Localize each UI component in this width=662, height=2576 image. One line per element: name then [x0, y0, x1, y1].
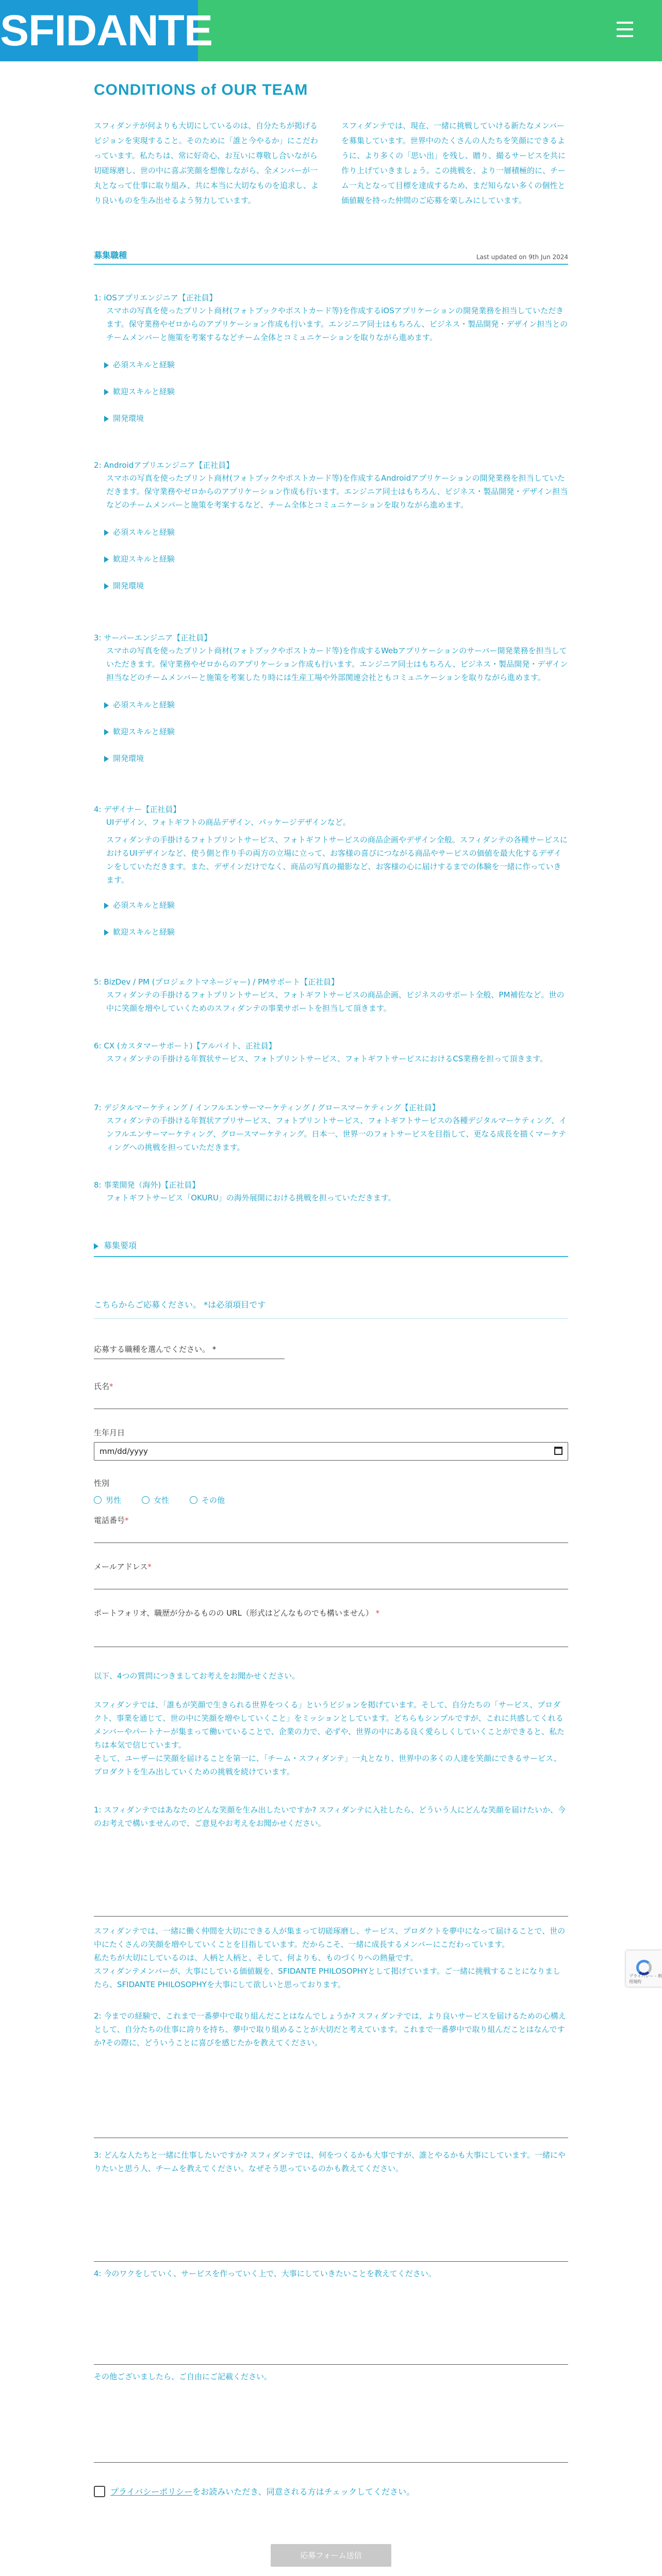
- job-item: [94, 1040, 568, 1101]
- job-item: [94, 459, 568, 632]
- toggle-required-skills[interactable]: 必須スキルと経験: [94, 351, 568, 378]
- job-item: [94, 1101, 568, 1179]
- portfolio-field-group: [94, 1607, 568, 1647]
- job-title: 2: Androidアプリエンジニア【正社員】: [94, 461, 234, 470]
- other-label: その他ございましたら、ご自由にご記載ください。: [94, 2372, 272, 2381]
- toggle-requirements[interactable]: 募集要項: [94, 1235, 568, 1257]
- question-3-label: 3: どんな人たちと一緒に仕事したいですか? スフィダンテでは、何をつくるかも大事ですが、誰とやるかも大事にしています。一緒にやりたいと思う人、チームを教えてください。なぜそう思っているのかも教えてください。: [94, 2150, 566, 2173]
- job-item: [94, 976, 568, 1040]
- toggle-dev-env[interactable]: 開発環境: [94, 405, 568, 432]
- job-title: 3: サーバーエンジニア【正社員】: [94, 633, 212, 642]
- toggle-welcome-skills[interactable]: 歓迎スキルと経験: [94, 718, 568, 745]
- questions-intro: 以下、4つの質問につきましてお考えをお聞かせください。: [94, 1671, 300, 1681]
- privacy-text: プライバシーポリシーをお読みいただき、同意される方はチェックしてください。: [110, 2487, 415, 2497]
- gender-field-group: [94, 1478, 568, 1505]
- name-field-group: [94, 1381, 568, 1409]
- birthdate-input[interactable]: mm/dd/yyyy: [94, 1442, 568, 1461]
- job-description: フォトギフトサービス「OKURU」の海外展開における挑戦を担っていただきます。: [106, 1193, 396, 1202]
- gender-option-female[interactable]: 女性: [142, 1495, 169, 1505]
- job-description: スマホの写真を使ったプリント商材(フォトブックやポストカード等)を作成するWebアプリケーションのサーバー開発業務を担当していただきます。保守業務やゼロからのアプリケーション作成も行います。エンジニア同士はもちろん、ビジネス・製品開発・デザイン担当などのチームメンバーと施策を考案したり時には生産工場や外部関連会社ともコミュニケーションを取りながら進めます。: [106, 646, 568, 682]
- radio-icon[interactable]: [94, 1496, 102, 1504]
- question-4-label: 4: 今のワクをしていく、サービスを作っていく上で、大事にしていきたいことを教えてください。: [94, 2269, 436, 2278]
- job-title: 8: 事業開発（海外)【正社員】: [94, 1180, 200, 1190]
- privacy-checkbox[interactable]: [94, 2486, 105, 2497]
- triangle-right-icon: [104, 903, 109, 909]
- question-3-group: [94, 2179, 568, 2262]
- gender-option-other[interactable]: その他: [190, 1495, 225, 1505]
- toggle-dev-env[interactable]: 開発環境: [94, 745, 568, 772]
- email-input[interactable]: [94, 1572, 568, 1589]
- job-description: スマホの写真を使ったプリント商材(フォトブックやポストカード等)を作成するiOSアプリケーションの開発業務を担当していただきます。保守業務やゼロからのアプリケーション作成も行います。エンジニア同士はもちろん、ビジネス・製品開発・デザイン担当とのチームメンバーと施策を考案するなどチーム全体とコミュニケーションを取りながら進めます。: [106, 306, 568, 342]
- birthdate-label: 生年月日: [94, 1428, 125, 1437]
- question-4-group: [94, 2282, 568, 2365]
- triangle-right-icon: [104, 929, 109, 936]
- gender-label: 性別: [94, 1479, 110, 1488]
- email-field-group: [94, 1561, 568, 1589]
- hamburger-menu-icon[interactable]: [617, 22, 633, 37]
- section-header: [94, 246, 568, 265]
- question-4-textarea[interactable]: [94, 2282, 568, 2365]
- other-group: [94, 2385, 568, 2463]
- radio-icon[interactable]: [142, 1496, 150, 1504]
- phone-label: 電話番号*: [94, 1516, 129, 1525]
- birthdate-field-group: [94, 1427, 568, 1461]
- job-title: 7: デジタルマーケティング / インフルエンサーマーケティング / グロースマーケティング【正社員】: [94, 1103, 440, 1112]
- vision-paragraph-1: スフィダンテでは、「誰もが笑顔で生きられる世界をつくる」というビジョンを掲げています。そして、自分たちの「サービス、プロダクト、事業を通じて、世の中に笑顔を増やしていくこと」をミッションとしています。どちらもシンプルですが、これに共感してくれるメンバーやパートナーが集まって働いていることで、企業の力で、必ずや、世界の中にある良く愛らしくしていくことができると、私たちは本気で信じています。: [94, 1700, 565, 1750]
- other-textarea[interactable]: [94, 2385, 568, 2463]
- gender-option-male[interactable]: 男性: [94, 1495, 121, 1505]
- toggle-welcome-skills[interactable]: 歓迎スキルと経験: [94, 378, 568, 405]
- privacy-consent: [94, 2485, 568, 2497]
- triangle-right-icon: [104, 362, 109, 368]
- triangle-right-icon: [104, 583, 109, 589]
- triangle-right-icon: [104, 530, 109, 536]
- privacy-policy-link[interactable]: プライバシーポリシー: [110, 2487, 193, 2497]
- toggle-welcome-skills[interactable]: 歓迎スキルと経験: [94, 546, 568, 572]
- page-title: CONDITIONS of OUR TEAM: [94, 81, 308, 98]
- question-2-label: 2: 今までの経験で、これまで一番夢中で取り組んだことはなんでしょうか? スフィダンテでは、より良いサービスを届けるための心構えとして、自分たちの仕事に誇りを持ち、夢中で取り組めることが大切だと考えています。これまで一番夢中で取り組んだことはなんですか?その際に、どういうことに喜びを感じたかを教えてください。: [94, 2011, 566, 2047]
- philosophy-text: スフィダンテでは、一緒に働く仲間を大切にできる人が集まって切磋琢磨し、サービス、プロダクトを夢中になって届けることで、世の中にたくさんの笑顔を増やしていくことを目指しています。だからこそ、一緒に成長するメンバーにこだわっています。 私たちが大切にしているのは、人柄と人柄と、そして、何よりも、ものづくりへの熱量です。 スフィダンテメンバーが、大事にしている価値観を、SFIDANTE PHILOSOPHYとして掲げています。ご一緒に挑戦することになりましたら、SFIDANTE PHILOSOPHYを大事にして欲しいと思っております。: [94, 1926, 566, 1989]
- job-list: [94, 292, 568, 1220]
- triangle-right-icon: [104, 729, 109, 735]
- site-logo[interactable]: SFIDANTE: [0, 0, 198, 61]
- portfolio-input[interactable]: [94, 1618, 568, 1647]
- name-input[interactable]: [94, 1392, 568, 1409]
- top-header: [0, 0, 662, 61]
- vision-text: [94, 1698, 568, 1778]
- job-extra-description: スフィダンテの手掛けるフォトプリントサービス、フォトギフトサービスの商品企画やデザイン全般。スフィダンテの各種サービスにおけるUIデザインなど、使う側と作り手の両方の立場に立って、お客様の喜びにつながる商品やサービスの価値を最大化するデザインをしていただきます。また、デザインだけでなく、商品の写真の撮影など、お客様の心に届けするまでの体験を一緒に作っていきます。: [106, 835, 568, 885]
- job-item: [94, 292, 568, 459]
- calendar-icon[interactable]: [554, 1447, 562, 1455]
- vision-paragraph-2: そして、ユーザーに笑顔を届けることを第一に、「チーム・スフィダンテ」一丸となり、世界中の多くの人達を笑顔にできるサービス、プロダクトを生み出していくための挑戦を続けています。: [94, 1754, 561, 1776]
- phone-input[interactable]: [94, 1526, 568, 1543]
- question-1-textarea[interactable]: [94, 1834, 568, 1917]
- position-select-wrapper: [94, 1340, 568, 1359]
- triangle-right-icon: [104, 389, 109, 395]
- job-description: スマホの写真を使ったプリント商材(フォトブックやポストカード等)を作成するAndroidアプリケーションの開発業務を担当していただきます。保守業務やゼロからのアプリケーション作成も行います。エンジニア同士はもちろん、ビジネス・製品開発・デザイン担当などのチームメンバーと施策を考案するなど、チーム全体とコミュニケーションを取りながら進めます。: [106, 473, 568, 510]
- triangle-right-icon: [104, 702, 109, 708]
- recaptcha-label[interactable]: プライバシー - 利用規約: [629, 1974, 662, 1984]
- toggle-required-skills[interactable]: 必須スキルと経験: [94, 519, 568, 546]
- toggle-required-skills[interactable]: 必須スキルと経験: [94, 892, 568, 919]
- intro-right-text: スフィダンテでは、現在、一緒に挑戦していける新たなメンバーを募集しています。世界中のたくさんの人たちを笑顔にできるように、より多くの「思い出」を残し、贈り、撮るサービスを共に作り上げていきましょう。この挑戦を、より一層積極的に、チーム一丸となって目標を達成するため、まだ知らない多くの個性と価値観を持った仲間のご応募を楽しみにしています。: [341, 121, 566, 205]
- name-label: 氏名*: [94, 1382, 113, 1391]
- question-2-group: [94, 2056, 568, 2138]
- toggle-welcome-skills[interactable]: 歓迎スキルと経験: [94, 919, 568, 945]
- portfolio-label: ポートフォリオ、職歴が分かるものの URL（形式はどんなものでも構いません） *: [94, 1608, 380, 1618]
- job-title: 5: BizDev / PM (プロジェクトマネージャー) / PMサポート【正社員】: [94, 977, 339, 987]
- triangle-right-icon: [104, 416, 109, 422]
- triangle-right-icon: [104, 756, 109, 762]
- radio-icon[interactable]: [190, 1496, 197, 1504]
- job-title: 1: iOSアプリエンジニア【正社員】: [94, 293, 217, 302]
- triangle-right-icon: [104, 556, 109, 563]
- question-3-textarea[interactable]: [94, 2179, 568, 2262]
- job-description: スフィダンテの手掛ける年賀状アプリサービス、フォトプリントサービス、フォトギフトサービスの各種デジタルマーケティング、インフルエンサーマーケティング、グロースマーケティング。日本一、世界一のフォトサービスを目指して、更なる成長を描くマーケティングへの挑戦を担っていただきます。: [106, 1116, 567, 1152]
- submit-button[interactable]: 応募フォーム送信: [271, 2544, 391, 2567]
- form-note: こちらからご応募ください。 *は必須項目です: [94, 1298, 568, 1319]
- toggle-dev-env[interactable]: 開発環境: [94, 572, 568, 599]
- job-item: [94, 803, 568, 976]
- job-description: スフィダンテの手掛ける年賀状サービス、フォトプリントサービス、フォトギフトサービスにおけるCS業務を担って頂きます。: [106, 1054, 548, 1063]
- toggle-required-skills[interactable]: 必須スキルと経験: [94, 691, 568, 718]
- job-title: 6: CX (カスタマーサポート)【アルバイト、正社員】: [94, 1041, 276, 1050]
- intro-section: [94, 118, 568, 208]
- job-description: スフィダンテの手掛けるフォトプリントサービス、フォトギフトサービスの商品企画、ビジネスのサポート全般、PM補佐など。世の中に笑顔を増やしていくためのスフィダンテの事業サポートを担当して頂きます。: [106, 990, 565, 1013]
- question-1-label: 1: スフィダンテではあなたのどんな笑顔を生み出したいですか? スフィダンテに入社したら、どういう人にどんな笑顔を届けたいか、今のお考えで構いませんので、ご意見やお考えをお聞かせください。: [94, 1805, 566, 1828]
- email-label: メールアドレス*: [94, 1562, 152, 1571]
- section-label: 募集職種: [94, 250, 127, 260]
- question-1-group: [94, 1834, 568, 1917]
- job-item: [94, 1179, 568, 1220]
- intro-left-text: スフィダンテが何よりも大切にしているのは、自分たちが掲げるビジョンを実現すること。そのために「誰と今やるか」にこだわっています。私たちは、常に好奇心、お互いに尊敬し合いながら切磋琢磨し、世の中に喜ぶ笑顔を想像しながら、全メンバーが一丸となって仕事に取り組み、共に本当に大切なものを追求し、より良いものを生み出せるよう努力しています。: [94, 121, 319, 205]
- position-select[interactable]: 応募する職種を選んでください。 *: [94, 1340, 285, 1359]
- triangle-right-icon: [94, 1243, 98, 1249]
- phone-field-group: [94, 1515, 568, 1543]
- job-item: [94, 632, 568, 803]
- job-description: UIデザイン、フォトギフトの商品デザイン、パッケージデザインなど。: [106, 818, 351, 827]
- recaptcha-badge[interactable]: [626, 1951, 662, 1987]
- job-title: 4: デザイナー【正社員】: [94, 805, 181, 814]
- last-updated: Last updated on 9th Jun 2024: [476, 253, 568, 261]
- question-2-textarea[interactable]: [94, 2056, 568, 2138]
